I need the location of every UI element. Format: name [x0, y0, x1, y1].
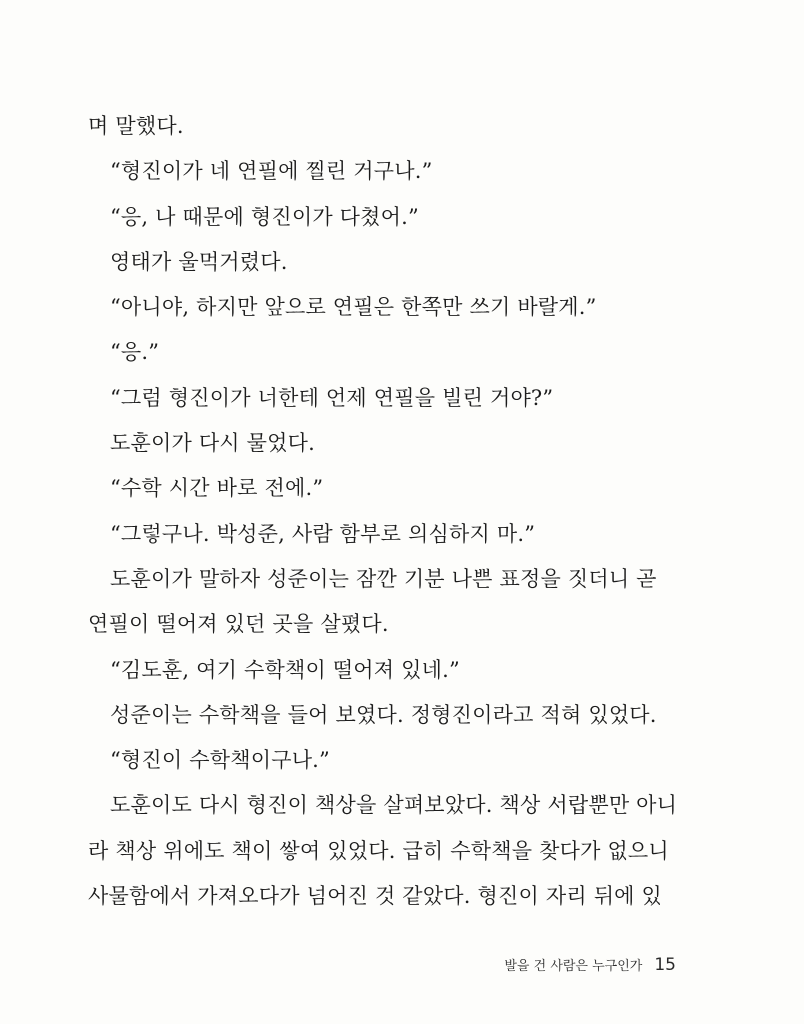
text-line: “아니야, 하지만 앞으로 연필은 한쪽만 쓰기 바랄게.” [110, 295, 597, 320]
text-line: “그렇구나. 박성준, 사람 함부로 의심하지 마.” [110, 521, 536, 546]
text-line: 성준이는 수학책을 들어 보였다. 정형진이라고 적혀 있었다. [110, 702, 657, 727]
text-line: “김도훈, 여기 수학책이 떨어져 있네.” [110, 657, 460, 682]
running-title: 발을 건 사람은 누구인가 [504, 959, 643, 974]
text-line: 도훈이가 다시 물었다. [110, 431, 315, 456]
text-line: 도훈이도 다시 형진이 책상을 살펴보았다. 책상 서랍뿐만 아니 [110, 793, 678, 818]
text-line: “수학 시간 바로 전에.” [110, 476, 324, 501]
text-line: “형진이가 네 연필에 찔린 거구나.” [110, 159, 433, 184]
text-line: “형진이 수학책이구나.” [110, 748, 330, 773]
page-footer [504, 955, 676, 975]
text-line: 며 말했다. [88, 114, 184, 138]
text-line: 연필이 떨어져 있던 곳을 살폈다. [88, 612, 389, 637]
text-line: 영태가 울먹거렸다. [110, 249, 288, 274]
text-line: 도훈이가 말하자 성준이는 잠깐 기분 나쁜 표정을 짓더니 곧 [110, 566, 657, 591]
text-line: “응, 나 때문에 형진이가 다쳤어.” [110, 204, 419, 229]
text-line: 라 책상 위에도 책이 쌓여 있었다. 급히 수학책을 찾다가 없으니 [88, 838, 669, 863]
text-line: “응.” [110, 340, 160, 365]
page-number: 15 [654, 955, 676, 975]
body-text [88, 104, 698, 919]
text-line: 사물함에서 가져오다가 넘어진 것 같았다. 형진이 자리 뒤에 있 [88, 884, 663, 909]
text-line: “그럼 형진이가 너한테 언제 연필을 빌린 거야?” [110, 385, 554, 410]
